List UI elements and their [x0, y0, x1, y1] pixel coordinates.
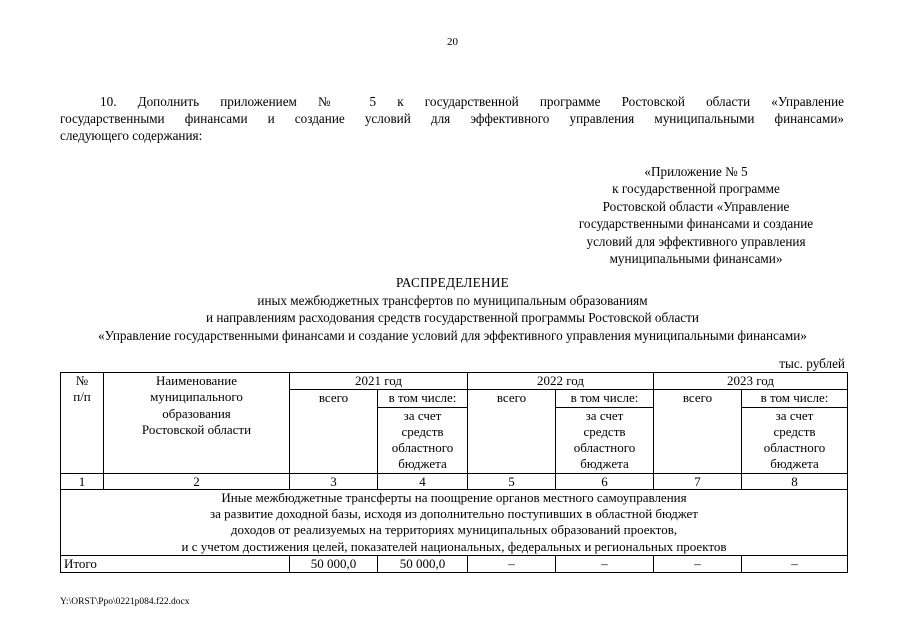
empty-cell — [61, 407, 104, 473]
appendix-line: Ростовской области «Управление — [602, 198, 790, 214]
column-number-cell: 8 — [742, 473, 848, 489]
appendix-line: условий для эффективного управления — [586, 233, 806, 249]
detail-line: бюджета — [398, 456, 447, 472]
total-label: Итого — [61, 555, 290, 572]
regional-budget-header — [378, 407, 468, 473]
section-title-line: и с учетом достижения целей, показателей национальных, федеральных и региональных проектов — [181, 538, 727, 554]
document-heading — [40, 274, 865, 344]
heading-line: иных межбюджетных трансфертов по муниципальным образованиям — [257, 292, 648, 308]
column-number-cell: 6 — [556, 473, 654, 489]
year-header: 2022 год — [468, 373, 654, 390]
total-header: всего — [468, 390, 556, 407]
page-number: 20 — [447, 36, 458, 48]
column-number-row — [61, 473, 848, 489]
total-value: 50 000,0 — [378, 555, 468, 572]
heading-title: РАСПРЕДЕЛЕНИЕ — [395, 275, 510, 290]
detail-line: областного — [391, 440, 454, 456]
col-name-line: образования — [162, 405, 231, 421]
file-path-footer: Y:\ORST\Ppo\0221p084.f22.docx — [60, 597, 190, 607]
detail-line: областного — [573, 440, 636, 456]
column-number-cell: 4 — [378, 473, 468, 489]
appendix-line: «Приложение № 5 — [644, 164, 748, 179]
col-name-line: Наименование — [156, 373, 237, 388]
col-name-header — [104, 373, 290, 474]
section-title-line: Иные межбюджетные трансферты на поощрение органов местного самоуправления — [221, 489, 687, 505]
total-value: 50 000,0 — [290, 555, 378, 572]
section-title-line: доходов от реализуемых на территориях муниципальных образований проектов, — [230, 522, 678, 538]
total-row — [61, 555, 848, 572]
section-title-line: за развитие доходной базы, исходя из дополнительно поступивших в областной бюджет — [210, 506, 698, 522]
column-number-cell: 2 — [104, 473, 290, 489]
empty-cell — [654, 407, 742, 473]
col-name-line: Ростовской области — [141, 421, 252, 437]
detail-line: за счет — [775, 407, 814, 423]
total-value: – — [742, 555, 848, 572]
heading-line: «Управление государственными финансами и создание условий для эффективного управления муниципальными финансами» — [98, 327, 807, 343]
including-header: в том числе: — [556, 390, 654, 407]
total-header: всего — [290, 390, 378, 407]
including-header: в том числе: — [742, 390, 848, 407]
appendix-line: к государственной программе — [612, 181, 780, 197]
header-row — [61, 373, 848, 390]
section-title — [61, 489, 848, 555]
col-number-abbrev: п/п — [73, 389, 91, 405]
section-row — [61, 489, 848, 555]
detail-line: бюджета — [580, 456, 629, 472]
regional-budget-header — [742, 407, 848, 473]
year-header: 2023 год — [654, 373, 848, 390]
intro-line: государственными финансами и создание условий для эффективного управления муниципальными финансами» — [60, 111, 844, 126]
heading-line: и направлениям расходования средств государственной программы Ростовской области — [206, 310, 699, 326]
column-number-cell: 7 — [654, 473, 742, 489]
allocation-table — [60, 372, 848, 573]
column-number-cell: 5 — [468, 473, 556, 489]
total-value: – — [654, 555, 742, 572]
appendix-caption — [540, 163, 852, 267]
empty-cell — [290, 407, 378, 473]
intro-line: 10. Дополнить приложением № 5 к государственной программе Ростовской области «Управление — [100, 94, 844, 109]
detail-line: средств — [773, 423, 816, 439]
regional-budget-header — [556, 407, 654, 473]
detail-line: бюджета — [770, 456, 819, 472]
year-header: 2021 год — [290, 373, 468, 390]
total-value: – — [556, 555, 654, 572]
including-header: в том числе: — [378, 390, 468, 407]
detail-line: средств — [583, 423, 626, 439]
column-number-cell: 1 — [61, 473, 104, 489]
appendix-line: государственными финансами и создание — [578, 216, 814, 232]
detail-line: за счет — [403, 407, 442, 423]
intro-paragraph — [60, 93, 844, 144]
total-header: всего — [654, 390, 742, 407]
col-number-header — [61, 373, 104, 408]
column-number-cell: 3 — [290, 473, 378, 489]
units-label: тыс. рублей — [779, 356, 845, 371]
detail-line: за счет — [585, 407, 624, 423]
intro-line: следующего содержания: — [60, 128, 203, 143]
total-value: – — [468, 555, 556, 572]
empty-cell — [468, 407, 556, 473]
detail-line: средств — [401, 423, 444, 439]
appendix-line: муниципальными финансами» — [609, 251, 783, 267]
col-number-symbol: № — [75, 373, 89, 388]
detail-line: областного — [763, 440, 826, 456]
col-name-line: муниципального — [150, 389, 243, 405]
